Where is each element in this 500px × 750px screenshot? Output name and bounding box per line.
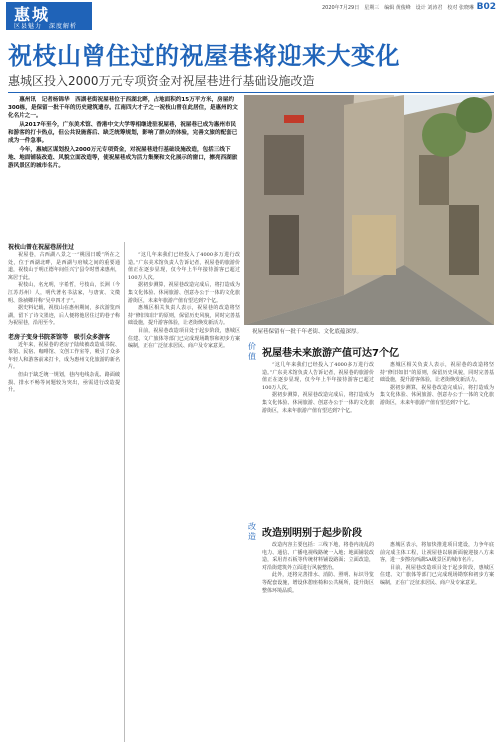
- headline: 祝枝山曾住过的祝屋巷将迎来大变化: [8, 42, 400, 70]
- body-paragraph: 目前，祝屋巷改造项目处于起步阶段，惠城区住建、文广旅体等部门已完成现场勘察和初步方案编制，正在广泛征求居民、商户及专家意见。: [128, 327, 240, 350]
- photo-caption: 祝屋巷保留有一批千年老街、文化底蕴深厚。: [252, 329, 363, 335]
- lead-paragraph: 惠州讯 记者杨锦华 西湖老街祝屋巷位于西湖北畔，占地面积约15万平方米，房屋约300栋，是保留一批千年的历史建筑遗存。江南四大才子之一祝枝山曾在此居住，是惠州的文化名片之一。: [8, 97, 238, 119]
- sidebar-paragraph: 近年来，祝屋巷的老房子陆续被改造成书院、茶馆、民宿、咖啡馆、文创工作室等，吸引了众多年轻人和游客前来打卡，成为惠州文化旅游的新名片。: [8, 341, 120, 371]
- body-paragraph: “这几年来我们已经投入了4000多万进行改造。”广东美术馆负责人告诉记者，祝屋巷的旅游价值正在逐步显现，仅今年上半年接待游客已超过100万人次。: [128, 252, 240, 281]
- sidebar-column: [8, 252, 120, 395]
- sidebar-paragraph: 祝屋巷，古西湖八景之一“桃园日暖”所在之处，位于西湖北畔，是西湖与府城之间的重要通道，祝枝山于明正德年间任兴宁县令时曾来惠州，寓居于此。: [8, 252, 120, 281]
- street-photo-illustration: [244, 95, 494, 325]
- street-photo: [244, 95, 494, 325]
- lead-paragraph: 今年，惠城区谋划投入2000万元专项资金，对祝屋巷进行基础设施改造，包括三线下地、地面铺装改造、风貌立面改造等，使祝屋巷成为活力集聚和文化展示的窗口，擦亮西湖旅游风景区的城市名片。: [8, 147, 238, 169]
- body-paragraph: 此外，还将完善排水、消防、照明、标识导览等配套设施，增设休憩座椅和公共厕所，提升街区整体环境品质。: [262, 572, 374, 594]
- sidebar-subtitle: 老房子变身书院茶馆等 吸引众多游客: [8, 333, 111, 341]
- section2-column-a: [262, 542, 374, 595]
- section1-column-b: [380, 362, 494, 408]
- section1-column-a: [262, 362, 374, 415]
- column-divider: [124, 242, 125, 742]
- section1-heading: 祝屋巷未来旅游产值可达7个亿: [262, 348, 399, 359]
- body-paragraph: 目前，祝屋巷改造项目处于起步阶段，惠城区住建、文广旅体等部门已完成现场勘察和初步方案编制，正在广泛征求居民、商户及专家意见。: [380, 564, 494, 586]
- lead-block: [8, 96, 240, 171]
- section-slogan: 区县魅力 深度解析: [14, 23, 78, 30]
- headline-rule: [8, 92, 494, 93]
- lead-paragraph: 从2017年至今，广东美术馆、香港中文大学等相继进驻祝屋巷，祝屋巷已成为惠州市民和游客的打卡热点，但公共设施落后、缺乏统筹规划，影响了群众的体验，完善文旅的配套已成为一件急事。: [8, 122, 238, 144]
- page-number: B02: [476, 2, 496, 12]
- sidebar-title: 祝枝山曾在祝屋巷居住过: [8, 244, 75, 251]
- body-paragraph: 据初步测算，祝屋巷改造完成后，将打造成为集文化体验、休闲旅游、创意办公于一体的文化旅游街区，未来年旅游产值有望达到7个亿。: [262, 392, 374, 414]
- body-paragraph: 据初步测算，祝屋巷改造完成后，将打造成为集文化体验、休闲旅游、创意办公于一体的文化旅游街区，未来年旅游产值有望达到7个亿。: [128, 282, 240, 304]
- body-paragraph: 改造内容主要包括：三线下地，将巷内凌乱的电力、通信、广播电视线路统一入地；地面铺装改造，采用青石板等传统材料铺设路面；立面改造，对沿街建筑外立面进行风貌整治。: [262, 542, 374, 571]
- body-paragraph: “这几年来我们已经投入了4000多万进行改造。”广东美术馆负责人告诉记者，祝屋巷的旅游价值正在逐步显现，仅今年上半年接待游客已超过100万人次。: [262, 362, 374, 391]
- section2-heading: 改造别明别于起步阶段: [262, 528, 362, 539]
- body-paragraph: 惠城区相关负责人表示，祝屋巷的改造将坚持“修旧如旧”的原则，保留历史风貌，同时完善基础设施，提升游客体验，让老街焕发新活力。: [380, 362, 494, 384]
- section-name: 惠城: [14, 5, 51, 24]
- masthead-bar: [0, 0, 500, 30]
- body-paragraph: 据初步测算，祝屋巷改造完成后，将打造成为集文化体验、休闲旅游、创意办公于一体的文化旅游街区，未来年旅游产值有望达到7个亿。: [380, 384, 494, 406]
- body-paragraph: 惠城区相关负责人表示，祝屋巷的改造将坚持“修旧如旧”的原则，保留历史风貌，同时完善基础设施，提升游客体验，让老街焕发新活力。: [128, 305, 240, 327]
- sidebar-paragraph: 祝枝山，名允明，字希哲，号枝山，长洲（今江苏苏州）人，明代著名书法家，与唐寅、文徵明、徐祯卿并称“吴中四才子”。: [8, 282, 120, 304]
- section1-label: 价值: [248, 342, 256, 361]
- middle-column: [128, 252, 240, 351]
- section-logo: [6, 2, 92, 30]
- date-line: 2020年7月29日 星期三 编辑 黄俊峰 设计 刘涛君 校对 张晓琳: [321, 5, 474, 11]
- subheadline: 惠城区投入2000万元专项资金对祝屋巷进行基础设施改造: [8, 74, 315, 88]
- section2-label: 改造: [248, 522, 256, 541]
- sidebar-paragraph: 据史料记载，祝枝山在惠州期间，多次游览西湖，留下了诗文墨迹，后人便将他居住过的巷子称为祝屋巷，沿用至今。: [8, 305, 120, 327]
- body-paragraph: 惠城区表示，将加快推进项目建设，力争年底前完成主体工程，让祝屋巷以崭新面貌迎接八方来客，进一步擦亮西湖5A级景区的城市名片。: [380, 542, 494, 564]
- section2-column-b: [380, 542, 494, 588]
- sidebar-paragraph: 但由于缺乏统一规划，巷内电线杂乱、路面破损、排水不畅等问题较为突出，亟需进行改造提升。: [8, 371, 120, 394]
